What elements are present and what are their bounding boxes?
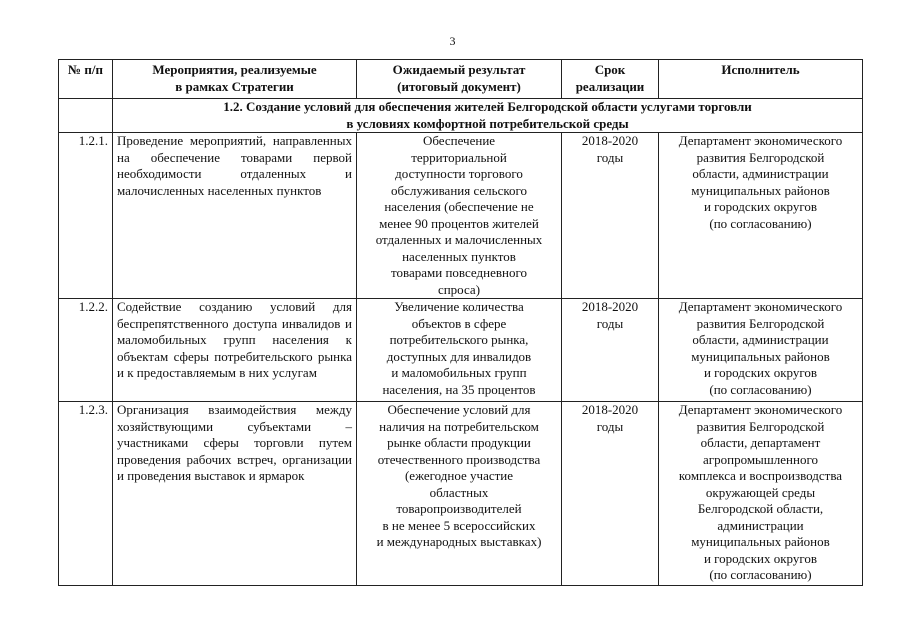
row-term: 2018-2020 годы [562, 299, 659, 402]
row-executor: Департамент экономического развития Белгородской области, администрации муниципальных районов и городских округов (по согласованию) [659, 133, 863, 299]
row-executor: Департамент экономического развития Белгородской области, администрации муниципальных районов и городских округов (по согласованию) [659, 299, 863, 402]
header-num: № п/п [59, 60, 113, 99]
row-result: Обеспечение условий для наличия на потребительском рынке области продукции отечественного производства (ежегодное участие областных товаропроизводителей в не менее 5 всероссийских и международных выставках) [357, 402, 562, 586]
table-row [59, 402, 863, 586]
table-row [59, 133, 863, 299]
page-number: 3 [449, 34, 456, 48]
table-row [59, 299, 863, 402]
section-row [59, 99, 863, 133]
header-term: Срок реализации [562, 60, 659, 99]
header-result: Ожидаемый результат (итоговый документ) [357, 60, 562, 99]
table-header-row [59, 60, 863, 99]
row-num: 1.2.2. [59, 299, 113, 402]
section-title: 1.2. Создание условий для обеспечения жителей Белгородской области услугами торговли в условиях комфортной потребительской среды [113, 99, 863, 133]
row-num: 1.2.1. [59, 133, 113, 299]
header-executor: Исполнитель [659, 60, 863, 99]
header-event: Мероприятия, реализуемые в рамках Стратегии [113, 60, 357, 99]
strategy-measures-table [58, 59, 863, 586]
row-event: Содействие созданию условий для беспрепятственного доступа инвалидов и маломобильных групп населения к объектам сферы потребительского рынка и к предоставляемым в них услугам [113, 299, 357, 402]
row-result: Увеличение количества объектов в сфере потребительского рынка, доступных для инвалидов и маломобильных групп населения, на 35 процентов [357, 299, 562, 402]
row-executor: Департамент экономического развития Белгородской области, департамент агропромышленного комплекса и воспроизводства окружающей среды Белгородской области, администрации муниципальных районов и городских округов (по согласованию) [659, 402, 863, 586]
section-num-cell [59, 99, 113, 133]
row-result: Обеспечение территориальной доступности торгового обслуживания сельского населения (обеспечение не менее 90 процентов жителей отдаленных и малочисленных населенных пунктов товарами повседневного спроса) [357, 133, 562, 299]
row-term: 2018-2020 годы [562, 402, 659, 586]
row-num: 1.2.3. [59, 402, 113, 586]
row-event: Организация взаимодействия между хозяйствующими субъектами – участниками сферы торговли путем проведения рабочих встреч, организации и проведения выставок и ярмарок [113, 402, 357, 586]
row-event: Проведение мероприятий, направленных на обеспечение товарами первой необходимости отдаленных и малочисленных населенных пунктов [113, 133, 357, 299]
row-term: 2018-2020 годы [562, 133, 659, 299]
